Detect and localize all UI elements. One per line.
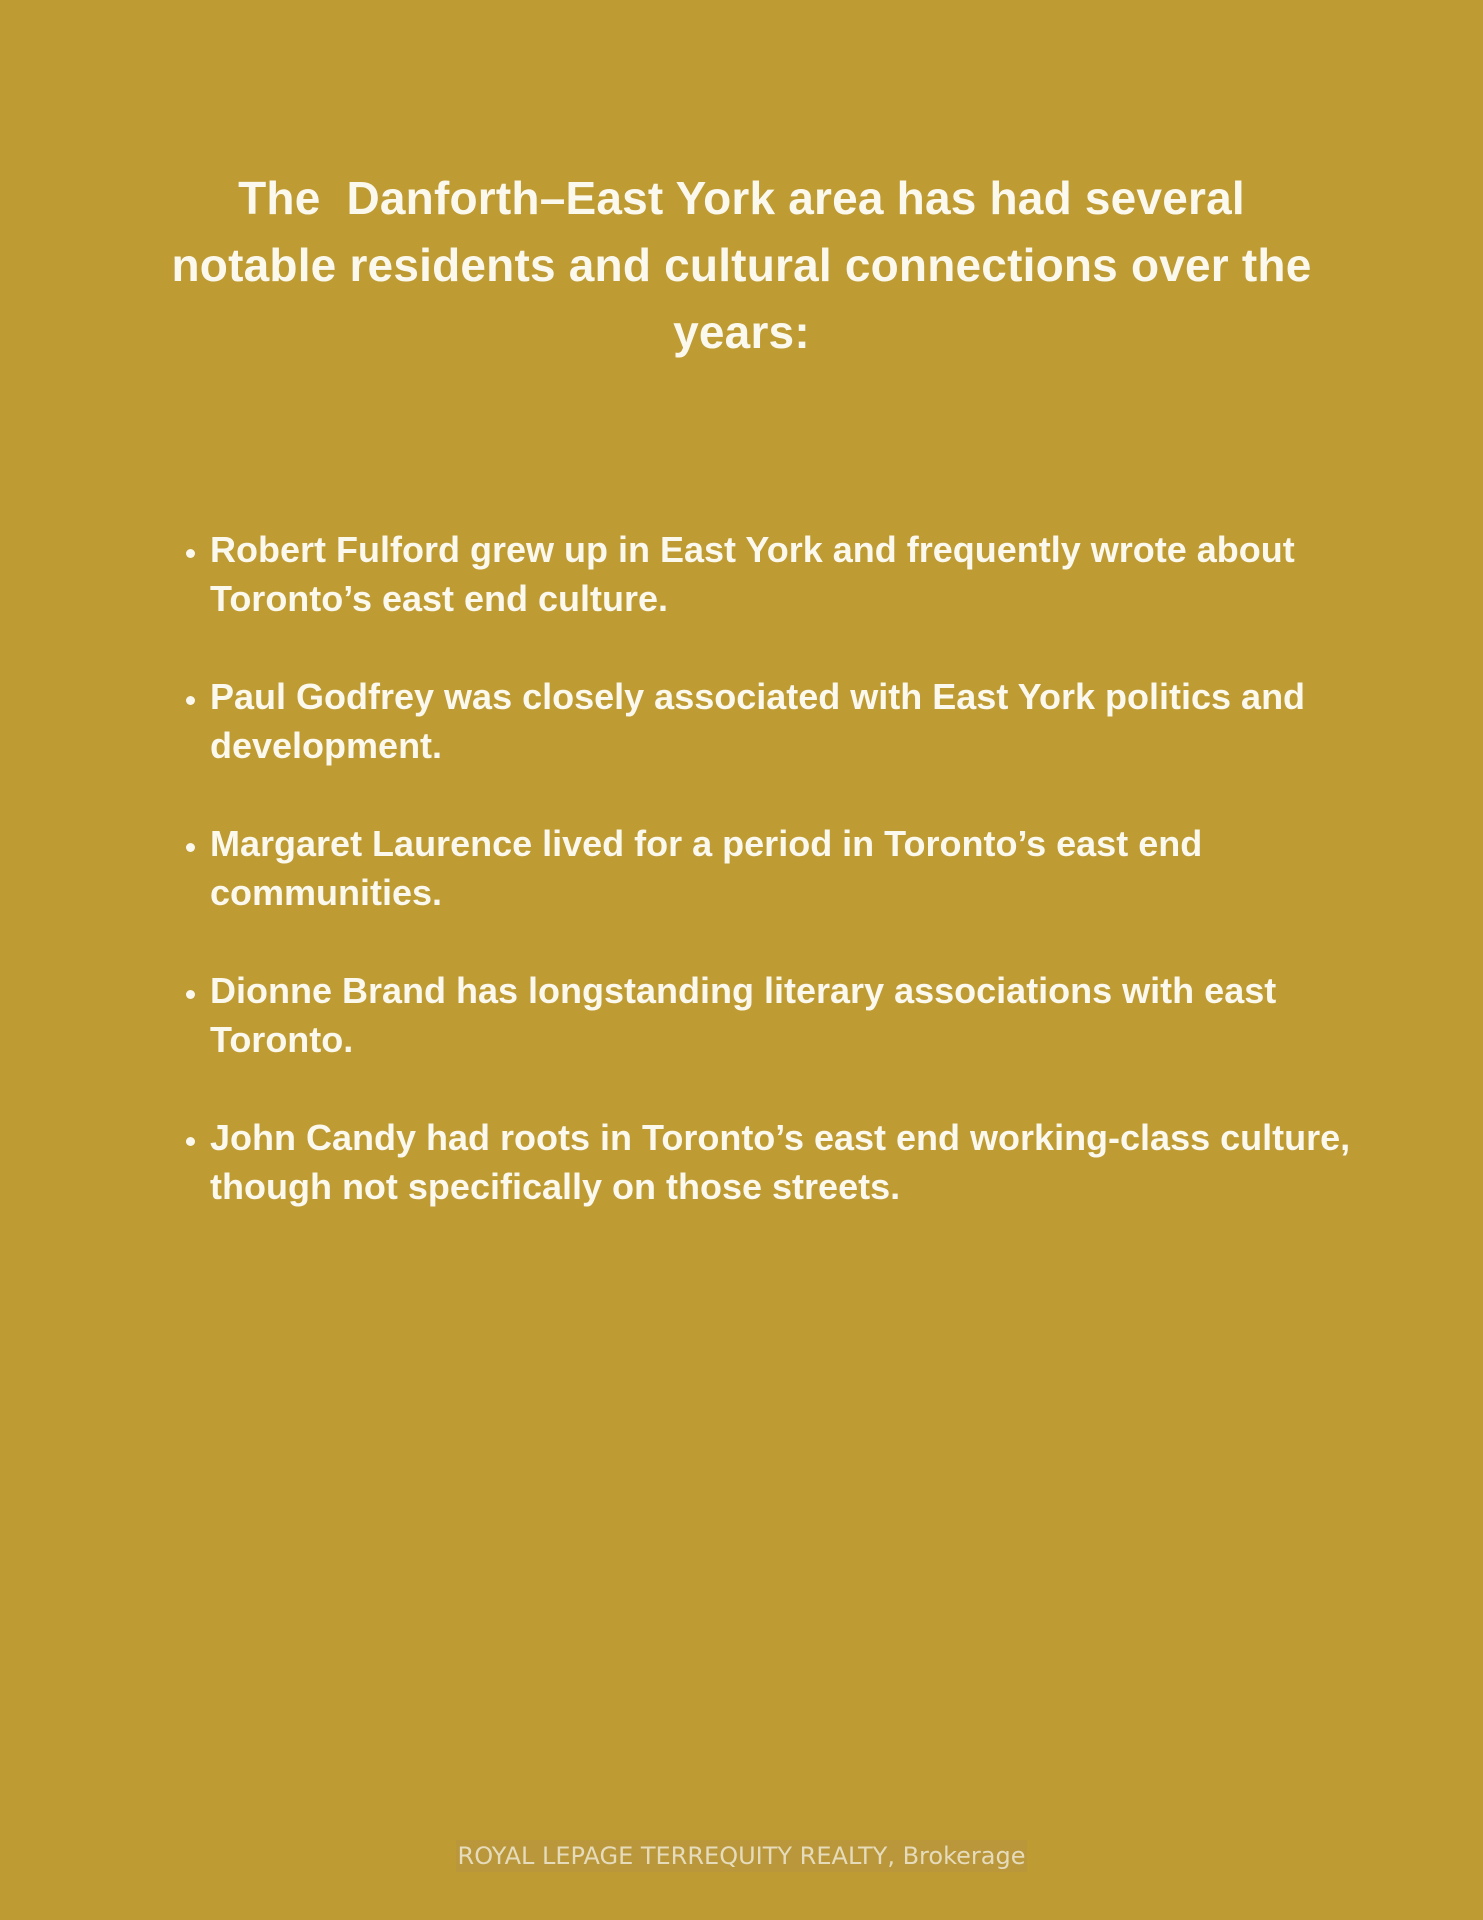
- notable-residents-list: [170, 525, 1390, 1260]
- list-item: • John Candy had roots in Toronto’s east end working-class culture, though not specifically on those streets.: [210, 1113, 1390, 1211]
- footer: [0, 1840, 1483, 1872]
- brokerage-name: ROYAL LEPAGE TERREQUITY REALTY, Brokerage: [457, 1842, 1026, 1870]
- list-item: • Paul Godfrey was closely associated with East York politics and development.: [210, 672, 1390, 770]
- page-title: The Danforth–East York area has had several notable residents and cultural connections over the years:: [171, 172, 1325, 358]
- list-item: • Margaret Laurence lived for a period in Toronto’s east end communities.: [210, 819, 1390, 917]
- list-item: • Robert Fulford grew up in East York and frequently wrote about Toronto’s east end culture.: [210, 525, 1390, 623]
- list-item: • Dionne Brand has longstanding literary associations with east Toronto.: [210, 966, 1390, 1064]
